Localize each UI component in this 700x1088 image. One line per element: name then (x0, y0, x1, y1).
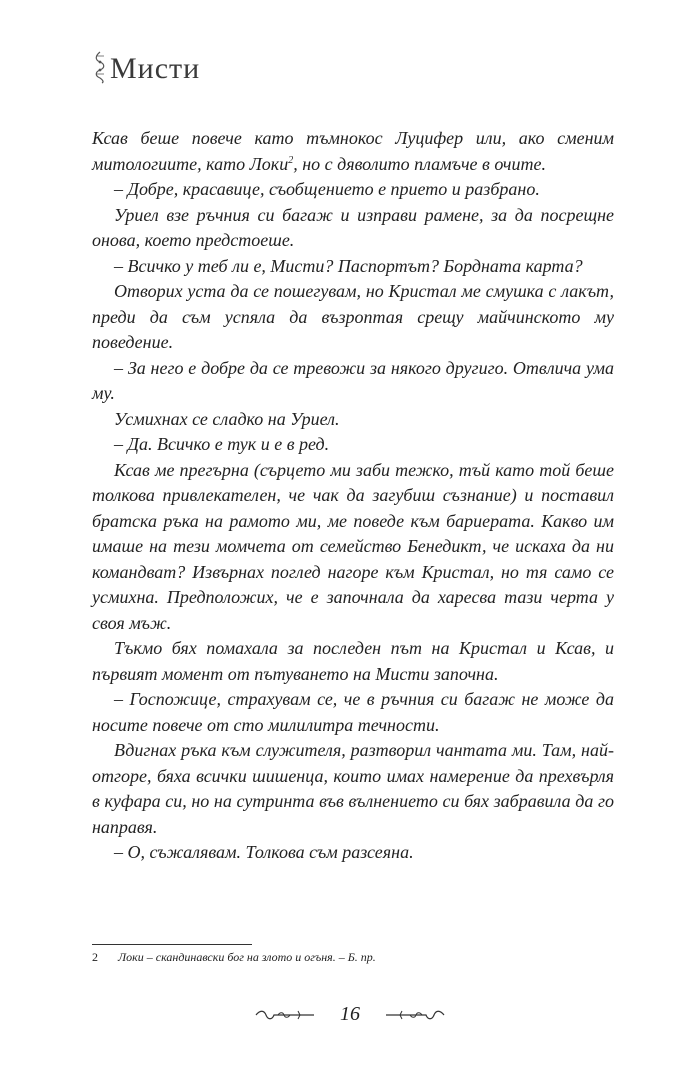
paragraph: Ксав беше повече като тъмнокос Луцифер или, ако сменим митологиите, като Локи$^2$, но с дяволито пламъче в очите. (92, 128, 614, 174)
footer-flourish-left-icon (254, 1007, 318, 1023)
footnote-number: 2 (92, 950, 98, 964)
paragraph: Уриел взе ръчния си багаж и изправи рамене, за да посрещне онова, което предстоеше. (92, 204, 614, 250)
page-footer (0, 1003, 700, 1026)
footnote (92, 950, 614, 965)
footnote-divider (92, 944, 252, 945)
footnote-reference[interactable]: 2 (288, 154, 294, 166)
paragraph: Тъкмо бях помахала за последен път на Кристал и Ксав, и първият момент от пътуването на Мисти започна. (92, 638, 614, 684)
running-header-title: Мисти (110, 52, 201, 85)
paragraph: Усмихнах се сладко на Уриел. (114, 408, 340, 429)
paragraph: – Всичко у теб ли е, Мисти? Паспортът? Бордната карта? (114, 255, 583, 276)
header-ornament-icon (92, 50, 108, 84)
running-header (92, 50, 200, 84)
paragraph: – Да. Всичко е тук и е в ред. (114, 434, 330, 454)
paragraph: – За него е добре да се тревожи за някого другиго. Отвлича ума му. (92, 357, 614, 403)
body-text (92, 126, 614, 866)
paragraph: Отворих уста да се пошегувам, но Кристал ме смушка с лакът, преди да съм успяла да възроптая срещу майчинското му поведение. (92, 281, 614, 352)
footer-flourish-right-icon (382, 1007, 446, 1023)
page-number: 16 (340, 1003, 360, 1025)
footnote-text: Локи – скандинавски бог на злото и огъня. – Б. пр. (118, 950, 376, 964)
paragraph: Вдигнах ръка към служителя, разтворил чантата ми. Там, най-отгоре, бяха всички шишенца, които имах намерение да прехвърля в куфара си, но на сутринта във вълнението си бях забравила да го направя. (92, 740, 614, 837)
paragraph: Ксав ме прегърна (сърцето ми заби тежко, тъй като той беше толкова привлекателен, че чак да загубиш съзнание) и поставил братска ръка на рамото ми, ме поведе към бариерата. Какво им имаше на тези момчета от семейство Бенедикт, че искаха да ни командват? Извърнах поглед нагоре към Кристал, но тя само се усмихна. Предположих, че е започнала да харесва тази черта у своя мъж. (92, 459, 614, 633)
paragraph: – Госпожице, страхувам се, че в ръчния си багаж не може да носите повече от сто милилитра течности. (92, 689, 614, 735)
paragraph: – О, съжалявам. Толкова съм разсеяна. (114, 842, 414, 862)
paragraph: – Добре, красавице, съобщението е прието и разбрано. (114, 179, 540, 199)
